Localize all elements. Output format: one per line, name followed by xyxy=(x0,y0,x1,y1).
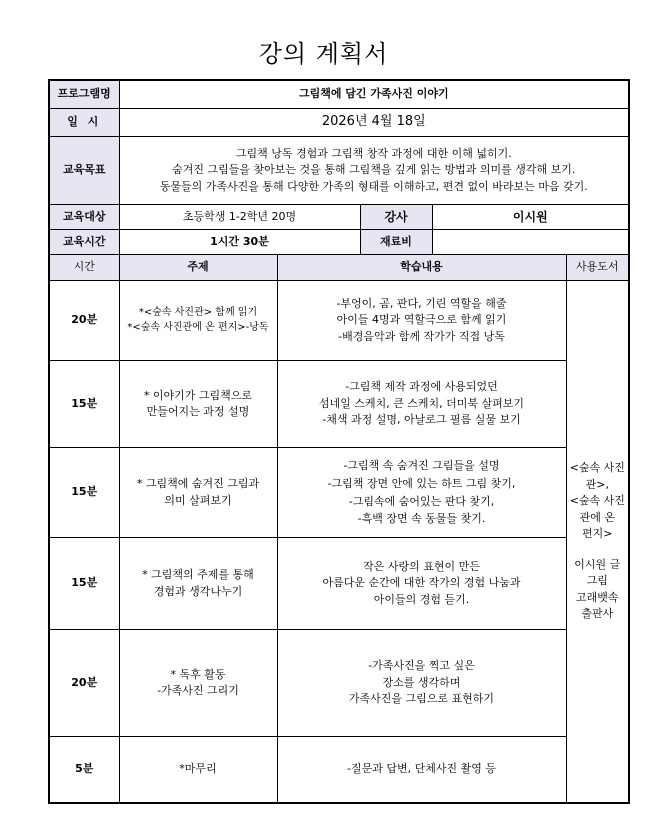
row-content xyxy=(277,280,566,360)
schedule-row xyxy=(49,448,629,537)
content-line: -그림책 제작 과정에 사용되었던 xyxy=(345,380,498,394)
content-line: 작은 사랑의 표현이 만든 xyxy=(363,559,480,573)
content-line: -질문과 답변, 단체사진 촬영 등 xyxy=(347,762,496,776)
target-row xyxy=(49,205,629,230)
topic-line: * 그림책에 숨겨진 그림과 xyxy=(136,477,260,491)
books-cell xyxy=(566,280,629,803)
schedule-row xyxy=(49,360,629,447)
content-line: 아이들 4명과 역할극으로 함께 읽기 xyxy=(336,313,507,326)
book-publisher: 고래뱃속 출판사 xyxy=(576,590,619,621)
program-label: 프로그램명 xyxy=(49,80,119,108)
header-topic: 주제 xyxy=(119,255,277,280)
topic-line: *마무리 xyxy=(179,762,217,776)
row-time: 20분 xyxy=(49,630,119,737)
schedule-row xyxy=(49,537,629,630)
content-line: -그림속에 숨어있는 판다 찾기, xyxy=(348,494,495,508)
row-content xyxy=(277,360,566,447)
topic-line: -가족사진 그리기 xyxy=(157,684,239,698)
target-label: 교육대상 xyxy=(49,205,119,230)
row-time: 20분 xyxy=(49,280,119,360)
row-time: 15분 xyxy=(49,537,119,630)
date-value: 2026년 4월 18일 xyxy=(119,108,629,136)
content-line: 장소를 생각하며 xyxy=(382,675,461,689)
row-topic xyxy=(119,360,277,447)
date-row xyxy=(49,108,629,136)
book-author: 이시원 글 그림 xyxy=(574,557,621,588)
program-row xyxy=(49,80,629,108)
header-time: 시간 xyxy=(49,255,119,280)
row-time: 5분 xyxy=(49,737,119,804)
row-content xyxy=(277,537,566,630)
row-topic xyxy=(119,537,277,630)
objective-item: 숨겨진 그림들을 찾아보는 것을 통해 그림책을 깊게 읽는 방법과 의미를 생각해 보기. xyxy=(172,163,576,177)
topic-line: *<숲속 사진관에 온 편지>-낭독 xyxy=(127,322,269,334)
program-title: 그림책에 담긴 가족사진 이야기 xyxy=(119,80,629,108)
content-line: -그림책 속 숨겨진 그림들을 설명 xyxy=(343,459,500,473)
spacer xyxy=(570,543,626,557)
row-topic xyxy=(119,630,277,737)
content-line: 아이들의 경험 듣기. xyxy=(373,592,470,606)
topic-line: * 그림책의 주제를 통해 xyxy=(142,568,254,582)
topic-line: 만들어지는 과정 설명 xyxy=(146,405,250,419)
schedule-header-row xyxy=(49,255,629,280)
content-line: -가족사진을 찍고 싶은 xyxy=(368,659,475,673)
duration-label: 교육시간 xyxy=(49,230,119,255)
objectives-row xyxy=(49,136,629,204)
book-title-line: <숲속 사진관에 온 xyxy=(569,494,625,524)
target-value: 초등학생 1-2학년 20명 xyxy=(119,205,360,230)
content-line: 아름다운 순간에 대한 작가의 경험 나눔과 xyxy=(322,576,521,590)
objective-item: 동물들의 가족사진을 통해 다양한 가족의 형태를 이해하고, 편견 없이 바라보는 마음 갖기. xyxy=(159,179,588,193)
row-content xyxy=(277,448,566,537)
row-content xyxy=(277,737,566,804)
topic-line: * 독후 활동 xyxy=(170,667,226,681)
content-line: 섬네일 스케치, 큰 스케치, 더미북 살펴보기 xyxy=(318,396,525,410)
book-title-line: <숲속 사진관>, xyxy=(569,461,625,491)
content-line: -부엉이, 곰, 판다, 기린 역할을 해줄 xyxy=(336,296,507,310)
document-title: 강의 계획서 xyxy=(258,40,389,68)
lecture-plan-table xyxy=(48,79,630,804)
header-books: 사용도서 xyxy=(566,255,629,280)
row-topic xyxy=(119,448,277,537)
schedule-row xyxy=(49,630,629,737)
header-content: 학습내용 xyxy=(277,255,566,280)
schedule-row xyxy=(49,737,629,804)
row-content xyxy=(277,630,566,737)
book-title-line: 편지> xyxy=(582,527,613,541)
instructor-label: 강사 xyxy=(360,205,432,230)
row-topic xyxy=(119,737,277,804)
topic-line: *<숲속 사진관> 함께 읽기 xyxy=(138,307,258,319)
duration-row xyxy=(49,230,629,255)
schedule-row xyxy=(49,280,629,360)
content-line: -그림책 장면 안에 있는 하트 그림 찾기, xyxy=(327,477,516,491)
topic-line: 경험과 생각나누기 xyxy=(153,584,243,598)
row-time: 15분 xyxy=(49,448,119,537)
row-time: 15분 xyxy=(49,360,119,447)
objective-item: 그림책 낭독 경험과 그림책 창작 과정에 대한 이해 넓히기. xyxy=(235,146,512,160)
material-fee-label: 재료비 xyxy=(360,230,432,255)
content-line: -채색 과정 설명, 아날로그 필름 실물 보기 xyxy=(322,413,521,427)
instructor-value: 이시원 xyxy=(432,205,629,230)
objectives-label: 교육목표 xyxy=(49,136,119,204)
material-fee-value xyxy=(432,230,629,255)
objectives-list xyxy=(119,136,629,204)
content-line: 가족사진을 그림으로 표현하기 xyxy=(348,692,495,706)
date-label: 일 시 xyxy=(49,108,119,136)
content-line: -배경음악과 함께 작가가 직접 낭독 xyxy=(338,329,505,343)
content-line: -흑백 장면 속 동물들 찾기. xyxy=(357,512,486,526)
row-topic xyxy=(119,280,277,360)
duration-value: 1시간 30분 xyxy=(119,230,360,255)
topic-line: * 이야기가 그림책으로 xyxy=(143,388,253,402)
topic-line: 의미 살펴보기 xyxy=(164,493,232,507)
